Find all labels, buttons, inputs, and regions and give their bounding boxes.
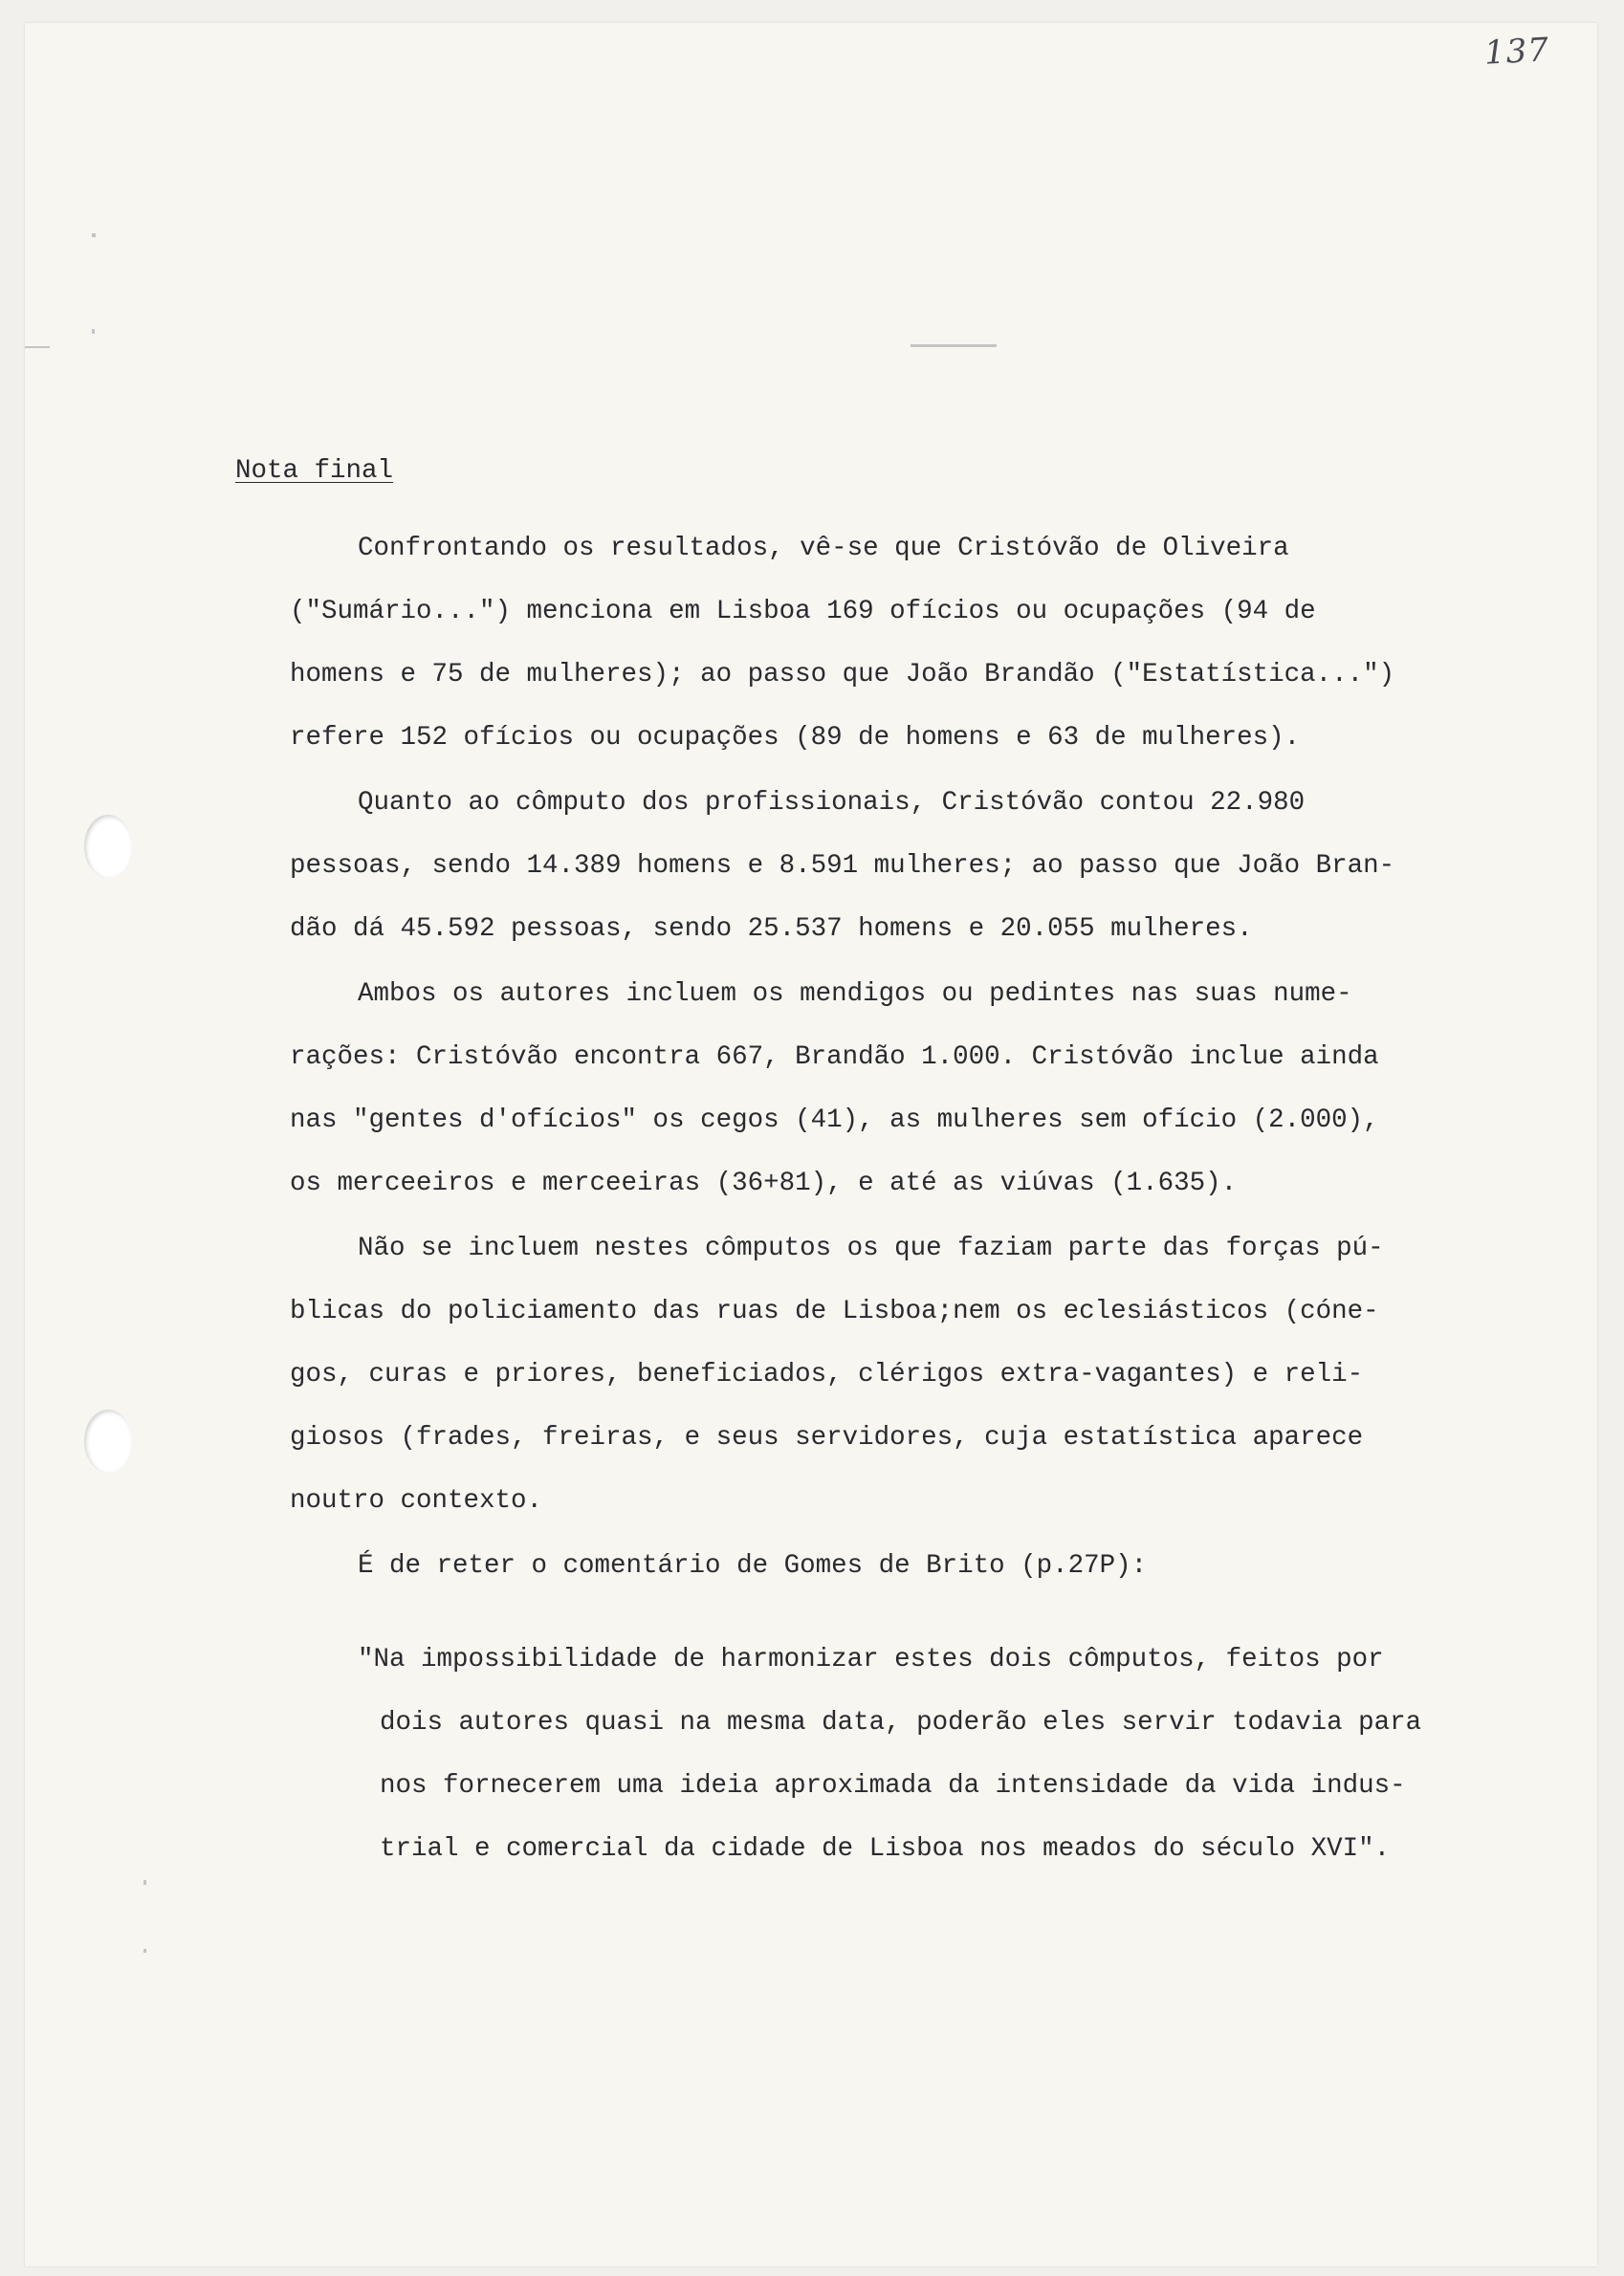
scan-mark	[25, 346, 50, 348]
paragraph-2-line-2: pessoas, sendo 14.389 homens e 8.591 mulheres; ao passo que João Bran-	[290, 851, 1395, 881]
paragraph-2-line-1: Quanto ao cômputo dos profissionais, Cristóvão contou 22.980	[358, 788, 1306, 818]
paragraph-5-line-1: É de reter o comentário de Gomes de Brito (p.27P):	[358, 1551, 1148, 1581]
paragraph-4-line-5: noutro contexto.	[290, 1486, 543, 1516]
paragraph-3-line-2: rações: Cristóvão encontra 667, Brandão 1.000. Cristóvão inclue ainda	[290, 1042, 1379, 1072]
paragraph-4-line-2: blicas do policiamento das ruas de Lisboa;nem os eclesiásticos (cóne-	[290, 1297, 1379, 1326]
scan-speck	[92, 233, 96, 237]
scan-speck	[143, 1880, 146, 1885]
paragraph-4-line-4: giosos (frades, freiras, e seus servidores, cuja estatística aparece	[290, 1423, 1364, 1453]
heading-nota-final: Nota final	[235, 456, 394, 486]
page-number-handwritten: 137	[1482, 31, 1550, 73]
paragraph-2-line-3: dão dá 45.592 pessoas, sendo 25.537 homens e 20.055 mulheres.	[290, 914, 1253, 944]
paragraph-3-line-3: nas "gentes d'ofícios" os cegos (41), as mulheres sem ofício (2.000),	[290, 1105, 1379, 1135]
scan-smudge	[911, 344, 997, 347]
paragraph-3-line-1: Ambos os autores incluem os mendigos ou pedintes nas suas nume-	[358, 979, 1352, 1009]
scan-speck	[92, 329, 95, 334]
quote-line-2: dois autores quasi na mesma data, poderão eles servir todavia para	[380, 1708, 1422, 1738]
paragraph-1-line-3: homens e 75 de mulheres); ao passo que João Brandão ("Estatística...")	[290, 660, 1395, 689]
paragraph-4-line-1: Não se incluem nestes cômputos os que faziam parte das forças pú-	[358, 1234, 1384, 1263]
paragraph-4-line-3: gos, curas e priores, beneficiados, clérigos extra-vagantes) e reli-	[290, 1360, 1364, 1390]
paragraph-1-line-1: Confrontando os resultados, vê-se que Cristóvão de Oliveira	[358, 534, 1289, 563]
paragraph-3-line-4: os merceeiros e merceeiras (36+81), e até as viúvas (1.635).	[290, 1169, 1238, 1198]
binder-hole-bottom	[84, 1410, 132, 1473]
scan-speck	[143, 1949, 146, 1953]
typewritten-page	[25, 23, 1597, 2266]
quote-line-1: "Na impossibilidade de harmonizar estes dois cômputos, feitos por	[358, 1645, 1384, 1674]
binder-hole-top	[84, 815, 132, 878]
paragraph-1-line-4: refere 152 ofícios ou ocupações (89 de homens e 63 de mulheres).	[290, 723, 1301, 753]
quote-line-4: trial e comercial da cidade de Lisboa nos meados do século XVI".	[380, 1834, 1391, 1864]
paragraph-1-line-2: ("Sumário...") menciona em Lisboa 169 ofícios ou ocupações (94 de	[290, 597, 1316, 626]
quote-line-3: nos fornecerem uma ideia aproximada da intensidade da vida indus-	[380, 1771, 1406, 1801]
